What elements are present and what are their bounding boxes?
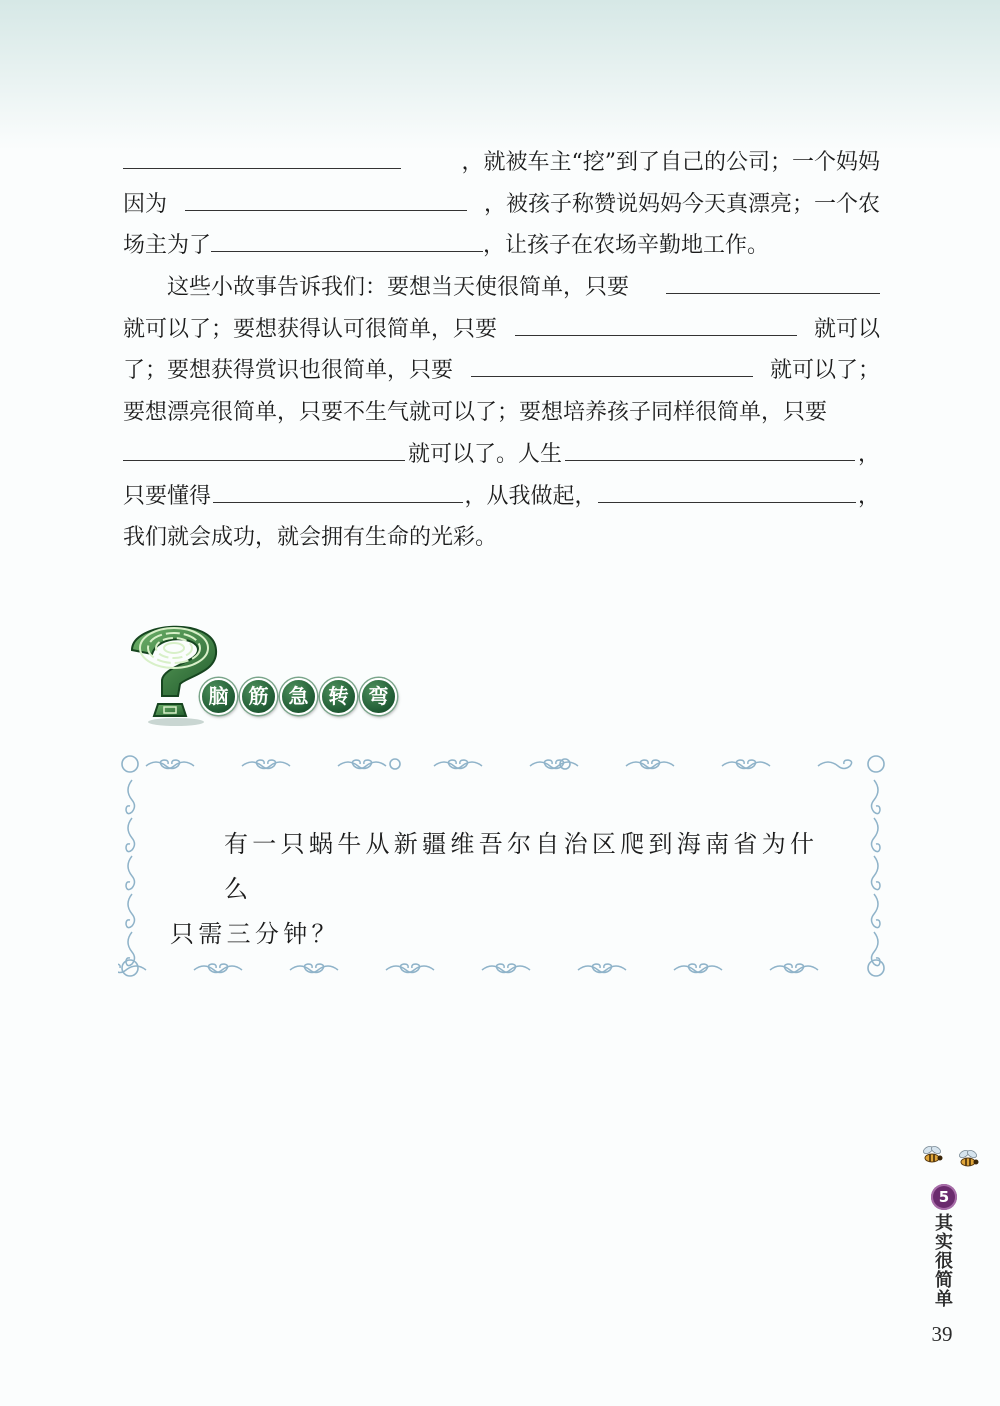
passage-line-9 (123, 476, 880, 518)
passage-line-5 (123, 309, 880, 351)
passage-line-7 (123, 392, 880, 434)
passage-text: ，让孩子在农场辛勤地工作。 (483, 233, 770, 259)
passage-text: 我们就会成功，就会拥有生命的光彩。 (123, 525, 498, 551)
fill-blank[interactable] (185, 192, 467, 211)
title-char: 弯 (360, 678, 397, 715)
passage-text: 就可以了。人生 (407, 441, 562, 467)
fill-blank[interactable] (565, 442, 855, 461)
passage-text: ， (857, 483, 880, 509)
passage-line-6 (123, 350, 880, 392)
riddle-line: 有一只蜗牛从新疆维吾尔自治区爬到海南省为什么 (224, 830, 819, 903)
passage-text: 就可以了； (769, 358, 880, 384)
riddle-line: 只需三分钟？ (170, 920, 340, 948)
bees-icon (912, 1136, 992, 1176)
fill-blank[interactable] (123, 442, 405, 461)
passage-text: 只要懂得 (123, 483, 212, 509)
title-char: 急 (280, 678, 317, 715)
passage-line-8 (123, 434, 880, 476)
chapter-number-badge: 5 (931, 1184, 957, 1210)
passage-text: 了；要想获得赏识也很简单，只要 (123, 358, 454, 384)
title-char: 转 (320, 678, 357, 715)
passage-text: 因为 (123, 191, 168, 217)
fill-blank[interactable] (123, 150, 401, 169)
section-title-brain-teaser (200, 678, 397, 715)
passage-text: ，从我做起， (464, 483, 597, 509)
fill-blank[interactable] (515, 317, 797, 336)
header-gradient-band (0, 0, 1000, 150)
fill-blank[interactable] (598, 484, 856, 503)
page-number: 39 (931, 1322, 953, 1346)
fill-blank[interactable] (213, 484, 463, 503)
passage-line-10 (123, 517, 880, 559)
passage-text: ，就被车主“挖”到了自己的公司；一个妈妈 (461, 150, 880, 175)
passage-line-4 (123, 267, 880, 309)
fill-blank[interactable] (666, 275, 880, 294)
fill-blank[interactable] (471, 358, 753, 377)
passage-text: 这些小故事告诉我们：要想当天使很简单，只要 (167, 275, 630, 301)
passage-line-3 (123, 225, 880, 267)
passage-text: 要想漂亮很简单，只要不生气就可以了；要想培养孩子同样很简单，只要 (123, 400, 828, 426)
passage-text: 就可以了；要想获得认可很简单，只要 (123, 316, 498, 342)
passage-text: 就可以 (813, 316, 880, 342)
passage (123, 142, 880, 559)
passage-text: ，被孩子称赞说妈妈今天真漂亮；一个农 (483, 191, 880, 217)
fill-blank[interactable] (211, 233, 483, 252)
title-char: 脑 (200, 678, 237, 715)
riddle-question (170, 822, 840, 957)
passage-line-2 (123, 184, 880, 226)
passage-line-1 (123, 142, 880, 184)
chapter-title-vertical: 其实很简单 (935, 1213, 953, 1310)
passage-text: ， (857, 441, 880, 467)
passage-text: 场主为了 (123, 233, 212, 259)
title-char: 筋 (240, 678, 277, 715)
